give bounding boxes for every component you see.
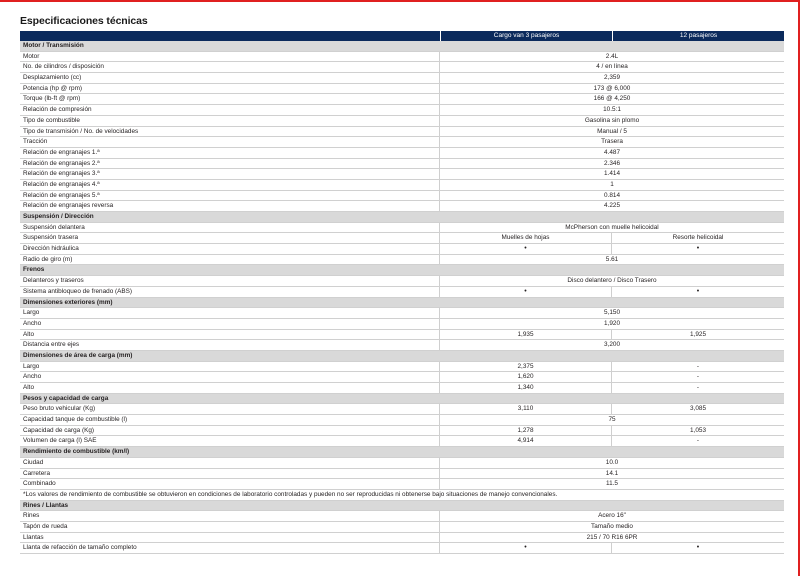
table-row [20, 52, 784, 63]
spec-label: Relación de compresión [20, 105, 440, 115]
spec-value: 11.5 [606, 480, 618, 488]
spec-label: Capacidad tanque de combustible (l) [20, 415, 440, 425]
header-label-column [20, 31, 440, 41]
table-header [20, 31, 784, 41]
section-title: Pesos y capacidad de carga [23, 394, 109, 402]
spec-value-12-pasajeros: 1,925 [690, 330, 706, 338]
spec-value: 1,920 [604, 319, 620, 327]
spec-label: Alto [20, 330, 440, 340]
spec-label: Relación de engranajes 3.ª [20, 169, 440, 179]
spec-value-12-pasajeros: 3,085 [690, 405, 706, 413]
spec-label: Relación de engranajes 1.ª [20, 148, 440, 158]
included-dot-icon: • [696, 245, 700, 253]
spec-value-cargo-van: 2,375 [440, 362, 612, 372]
spec-value: Tamaño medio [591, 522, 633, 530]
table-row [20, 372, 784, 383]
spec-value: 10.0 [605, 458, 619, 466]
section-header [20, 501, 784, 512]
spec-value: 2,359 [604, 74, 620, 82]
spec-value-cargo-van: 1,340 [440, 383, 612, 393]
table-row [20, 479, 784, 490]
spec-value: 1 [610, 180, 614, 188]
spec-label: Combinado [20, 479, 440, 489]
spec-value: 14.1 [605, 469, 619, 477]
spec-label: Distancia entre ejes [20, 340, 440, 350]
spec-value: 4 / en línea [596, 63, 628, 71]
spec-value: 10.5:1 [603, 106, 621, 114]
spec-label: Carretera [20, 469, 440, 479]
table-row [20, 362, 784, 373]
section-header [20, 41, 784, 52]
table-row [20, 255, 784, 266]
table-row [20, 159, 784, 170]
spec-value: 2.4L [605, 52, 619, 60]
table-row [20, 383, 784, 394]
table-row [20, 522, 784, 533]
spec-value: 173 @ 6,000 [593, 84, 631, 92]
table-row [20, 340, 784, 351]
section-header [20, 298, 784, 309]
page-title: Especificaciones técnicas [20, 15, 148, 27]
spec-value-12-pasajeros: - [696, 437, 700, 445]
table-row [20, 73, 784, 84]
spec-label: Peso bruto vehicular (Kg) [20, 404, 440, 414]
spec-label: Dirección hidráulica [20, 244, 440, 254]
spec-table [20, 31, 784, 554]
spec-value: 5,150 [604, 309, 620, 317]
table-row [20, 191, 784, 202]
spec-value: Manual / 5 [597, 127, 627, 135]
table-row [20, 105, 784, 116]
spec-label: Suspensión trasera [20, 233, 440, 243]
table-row [20, 127, 784, 138]
spec-value-12-pasajeros: - [696, 362, 700, 370]
spec-label: Relación de engranajes reversa [20, 201, 440, 211]
spec-value-cargo-van: 1,935 [440, 330, 612, 340]
spec-value: 2.346 [604, 159, 620, 167]
spec-value: Trasera [601, 138, 623, 146]
table-row [20, 84, 784, 95]
included-dot-icon: • [696, 287, 700, 295]
spec-label: Largo [20, 362, 440, 372]
section-title: Rines / Llantas [23, 501, 69, 509]
spec-value-cargo-van: Muelles de hojas [440, 233, 612, 243]
spec-value-12-pasajeros: Resorte helicoidal [672, 234, 724, 242]
spec-value-cargo-van: 1,620 [440, 372, 612, 382]
table-row [20, 276, 784, 287]
spec-label: Ancho [20, 319, 440, 329]
spec-label: Tracción [20, 137, 440, 147]
spec-value-12-pasajeros: - [696, 384, 700, 391]
table-row [20, 543, 784, 554]
table-row [20, 116, 784, 127]
footnote [20, 490, 784, 501]
table-row [20, 94, 784, 105]
section-title: Frenos [23, 266, 45, 274]
section-title: Rendimiento de combustible (km/l) [23, 448, 130, 456]
section-header [20, 351, 784, 362]
table-row [20, 148, 784, 159]
spec-value-12-pasajeros: 1,053 [690, 426, 706, 434]
spec-value: 75 [608, 416, 616, 424]
table-row [20, 62, 784, 73]
spec-label: Llanta de refacción de tamaño completo [20, 543, 440, 553]
spec-value: 4.225 [604, 202, 620, 210]
spec-value: McPherson con muelle helicoidal [565, 223, 659, 231]
spec-value-cargo-van: 4,914 [440, 436, 612, 446]
section-header [20, 212, 784, 223]
spec-label: Relación de engranajes 5.ª [20, 191, 440, 201]
spec-value-cargo-van: 1,278 [440, 426, 612, 436]
footnote-text: *Los valores de rendimiento de combustible se obtuvieron en condiciones de laboratorio controladas y pueden no ser reproducidas ni obtenerse bajo situaciones de manejo convencionales. [23, 490, 558, 498]
spec-value: 5.61 [605, 255, 619, 263]
spec-label: Capacidad de carga (Kg) [20, 426, 440, 436]
table-row [20, 308, 784, 319]
spec-label: Relación de engranajes 2.ª [20, 159, 440, 169]
spec-value: Acero 16" [598, 512, 626, 520]
spec-value: 1.414 [604, 170, 620, 178]
table-row [20, 180, 784, 191]
spec-label: Volumen de carga (l) SAE [20, 436, 440, 446]
top-border [0, 0, 800, 2]
included-dot-icon: • [440, 287, 612, 297]
table-row [20, 244, 784, 255]
table-row [20, 169, 784, 180]
included-dot-icon: • [696, 544, 700, 552]
spec-label: Torque (lb-ft @ rpm) [20, 94, 440, 104]
table-row [20, 426, 784, 437]
spec-label: Delanteros y traseros [20, 276, 440, 286]
section-title: Dimensiones de área de carga (mm) [23, 351, 133, 359]
table-row [20, 137, 784, 148]
spec-label: Alto [20, 383, 440, 393]
included-dot-icon: • [440, 244, 612, 254]
table-row [20, 469, 784, 480]
section-title: Motor / Transmisión [23, 42, 84, 49]
included-dot-icon: • [440, 543, 612, 553]
spec-label: Sistema antibloqueo de frenado (ABS) [20, 287, 440, 297]
table-row [20, 404, 784, 415]
spec-label: Tapón de rueda [20, 522, 440, 532]
table-row [20, 436, 784, 447]
table-row [20, 511, 784, 522]
table-row [20, 319, 784, 330]
section-header [20, 394, 784, 405]
spec-label: Motor [20, 52, 440, 62]
table-row [20, 458, 784, 469]
spec-value: 166 @ 4,250 [593, 95, 631, 103]
spec-value: 4.487 [604, 148, 620, 156]
spec-value: Disco delantero / Disco Trasero [567, 277, 657, 285]
spec-label: Potencia (hp @ rpm) [20, 84, 440, 94]
table-row [20, 223, 784, 234]
spec-value: 215 / 70 R16 6PR [586, 533, 638, 541]
section-header [20, 447, 784, 458]
spec-label: Desplazamiento (cc) [20, 73, 440, 83]
spec-value: 0.814 [604, 191, 620, 199]
spec-label: Rines [20, 511, 440, 521]
spec-value-cargo-van: 3,110 [440, 404, 612, 414]
spec-label: Ciudad [20, 458, 440, 468]
section-title: Suspensión / Dirección [23, 213, 94, 220]
spec-label: Relación de engranajes 4.ª [20, 180, 440, 190]
spec-label: No. de cilindros / disposición [20, 62, 440, 72]
spec-label: Ancho [20, 372, 440, 382]
spec-value: Gasolina sin plomo [584, 116, 640, 124]
spec-value-12-pasajeros: - [696, 373, 700, 381]
table-body [20, 41, 784, 554]
spec-label: Llantas [20, 533, 440, 543]
spec-label: Radio de giro (m) [20, 255, 440, 265]
spec-value: 3,200 [604, 341, 620, 349]
spec-label: Largo [20, 308, 440, 318]
spec-label: Tipo de transmisión / No. de velocidades [20, 127, 440, 137]
table-row [20, 233, 784, 244]
header-12-pasajeros: 12 pasajeros [612, 31, 784, 41]
section-header [20, 265, 784, 276]
spec-label: Tipo de combustible [20, 116, 440, 126]
table-row [20, 533, 784, 544]
section-title: Dimensiones exteriores (mm) [23, 298, 113, 306]
table-row [20, 287, 784, 298]
header-cargo-van: Cargo van 3 pasajeros [440, 31, 612, 41]
table-row [20, 201, 784, 212]
table-row [20, 415, 784, 426]
spec-label: Suspensión delantera [20, 223, 440, 233]
table-row [20, 330, 784, 341]
